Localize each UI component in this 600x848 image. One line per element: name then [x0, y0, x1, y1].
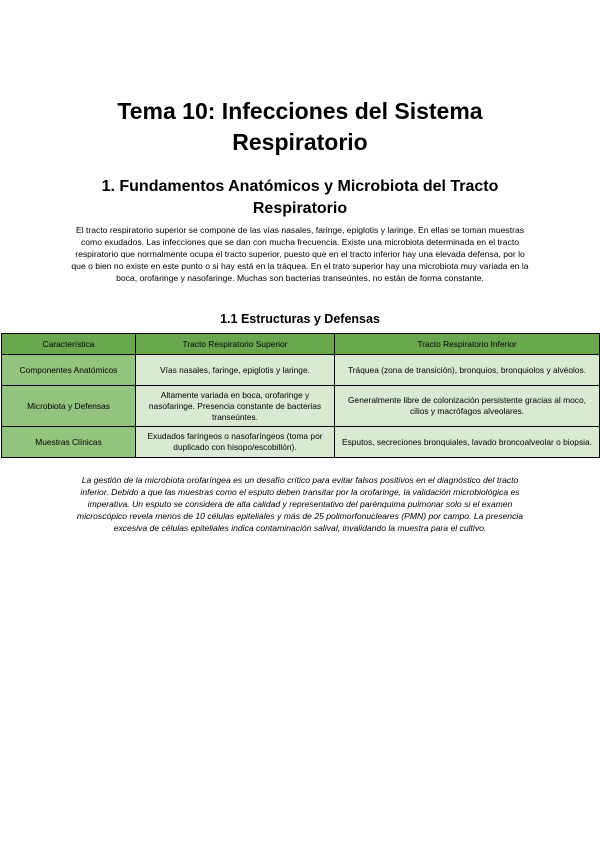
- table-row-label: Muestras Clínicas: [2, 427, 136, 458]
- table-header-cell: Tracto Respiratorio Inferior: [335, 334, 600, 355]
- table-cell: Vías nasales, faringe, epiglotis y laringe.: [136, 355, 335, 386]
- table-header-cell: Tracto Respiratorio Superior: [136, 334, 335, 355]
- table-cell: Esputos, secreciones bronquiales, lavado broncoalveolar o biopsia.: [335, 427, 600, 458]
- table-row: [2, 355, 600, 386]
- table-cell: Tráquea (zona de transición), bronquios, bronquiolos y alvéolos.: [335, 355, 600, 386]
- structures-table: [1, 333, 600, 458]
- subsection-heading: 1.1 Estructuras y Defensas: [220, 312, 380, 326]
- table-row: [2, 427, 600, 458]
- table-row-label: Microbiota y Defensas: [2, 386, 136, 427]
- table-row: [2, 386, 600, 427]
- intro-paragraph: El tracto respiratorio superior se compone de las vías nasales, faringe, epiglotis y laringe. En ellas se toman muestras como exudados. Las infecciones que se dan con mucha frecuencia. Existe una microbiota determinada en el tracto respiratorio que normalmente ocupa el tracto superior, puesto que en el tracto inferior hay una elevada defensa, por lo que o bien no existe en este punto o si hay está en la tráquea. En el trato superior hay una microbiota muy variada en la boca, orofaringe y nasofaringe. Muchas son bacterias transeúntes, no están de forma constante.: [71, 225, 529, 283]
- section-heading: 1. Fundamentos Anatómicos y Microbiota del Tracto Respiratorio: [101, 178, 499, 217]
- table-cell: Altamente variada en boca, orofaringe y nasofaringe. Presencia constante de bacterias transeúntes.: [136, 386, 335, 427]
- table-cell: Exudados faríngeos o nasofaríngeos (toma por duplicado con hisopo/escobillón).: [136, 427, 335, 458]
- page-title: Tema 10: Infecciones del Sistema Respiratorio: [117, 98, 483, 155]
- table-row-label: Componentes Anatómicos: [2, 355, 136, 386]
- table-header-cell: Característica: [2, 334, 136, 355]
- table-cell: Generalmente libre de colonización persistente gracias al moco, cilios y macrófagos alveolares.: [335, 386, 600, 427]
- table-header-row: [2, 334, 600, 355]
- note-paragraph: La gestión de la microbiota orofaríngea es un desafío crítico para evitar falsos positivos en el diagnóstico del tracto inferior. Debido a que las muestras como el esputo deben transitar por la orofaringe, la validación microbiológica es imperativa. Un esputo se considera de alta calidad y representativo del parénquima pulmonar solo si el examen microscópico revela menos de 10 células epiteliales y más de 25 polimorfonucleares (PMN) por campo. La presencia excesiva de células epiteliales indica contaminación salival, invalidando la muestra para el cultivo.: [76, 475, 524, 533]
